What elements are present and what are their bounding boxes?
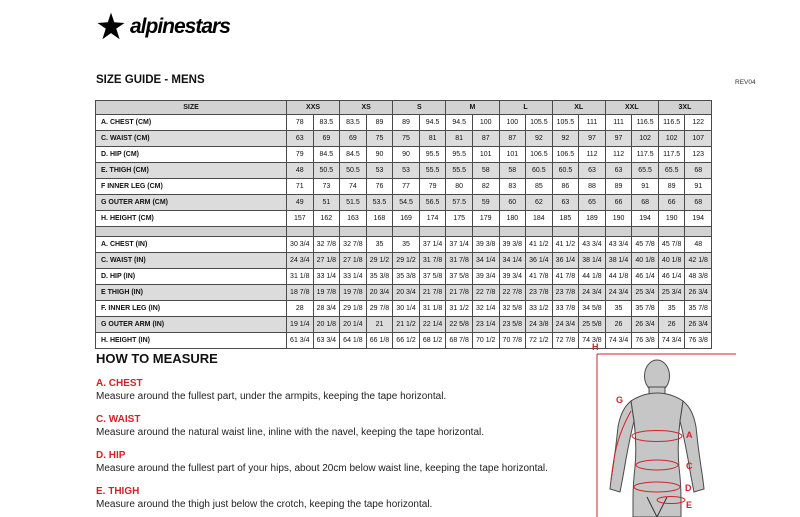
size-value-cell: 87: [499, 131, 526, 147]
size-value-cell: 33 1/2: [526, 301, 553, 317]
size-value-cell: 101: [472, 147, 499, 163]
size-value-cell: 66: [605, 195, 632, 211]
size-value-cell: 51.5: [340, 195, 367, 211]
size-value-cell: 89: [605, 179, 632, 195]
size-value-cell: 29 1/8: [340, 301, 367, 317]
size-value-cell: 60.5: [552, 163, 579, 179]
size-value-cell: 24 3/4: [579, 285, 606, 301]
size-value-cell: 26 3/4: [685, 285, 712, 301]
row-label: H. HEIGHT (IN): [96, 333, 287, 349]
size-value-cell: 22 7/8: [499, 285, 526, 301]
size-value-cell: 23 5/8: [499, 317, 526, 333]
size-value-cell: 87: [472, 131, 499, 147]
size-value-cell: 21 7/8: [419, 285, 446, 301]
size-value-cell: 24 3/4: [605, 285, 632, 301]
size-value-cell: 83.5: [340, 115, 367, 131]
size-value-cell: 86: [552, 179, 579, 195]
size-value-cell: 63: [287, 131, 314, 147]
size-value-cell: 35 3/8: [366, 269, 393, 285]
size-value-cell: 50.5: [340, 163, 367, 179]
size-value-cell: 34 1/4: [472, 253, 499, 269]
size-value-cell: 41 7/8: [526, 269, 553, 285]
size-value-cell: 58: [499, 163, 526, 179]
size-value-cell: 26 3/4: [685, 317, 712, 333]
size-value-cell: 69: [313, 131, 340, 147]
size-value-cell: 46 1/4: [658, 269, 685, 285]
size-value-cell: 39 3/8: [499, 237, 526, 253]
size-value-cell: 55.5: [419, 163, 446, 179]
size-value-cell: 190: [658, 211, 685, 227]
size-value-cell: 83.5: [313, 115, 340, 131]
size-value-cell: 72 1/2: [526, 333, 553, 349]
page-title: SIZE GUIDE - MENS: [96, 74, 205, 86]
how-to-measure-title: HOW TO MEASURE: [96, 351, 218, 366]
size-value-cell: 101: [499, 147, 526, 163]
size-value-cell: 28: [287, 301, 314, 317]
size-value-cell: 31 7/8: [446, 253, 473, 269]
size-value-cell: 92: [526, 131, 553, 147]
row-label: G OUTER ARM (CM): [96, 195, 287, 211]
size-value-cell: 82: [472, 179, 499, 195]
figure-right-arm: [680, 401, 704, 492]
size-value-cell: 91: [632, 179, 659, 195]
size-value-cell: 116.5: [632, 115, 659, 131]
size-value-cell: 157: [287, 211, 314, 227]
size-value-cell: 88: [579, 179, 606, 195]
size-value-cell: 51: [313, 195, 340, 211]
table-row: [96, 317, 712, 333]
measure-section-label: C. WAIST: [96, 414, 141, 425]
size-value-cell: 24 3/4: [287, 253, 314, 269]
size-value-cell: 44 1/8: [605, 269, 632, 285]
size-value-cell: 18 7/8: [287, 285, 314, 301]
row-label: A. CHEST (IN): [96, 237, 287, 253]
size-value-cell: 20 3/4: [393, 285, 420, 301]
size-value-cell: 70 1/2: [472, 333, 499, 349]
table-row: [96, 163, 712, 179]
size-value-cell: 91: [685, 179, 712, 195]
measure-section-text: Measure around the natural waist line, inline with the navel, keeping the tape horizontal.: [96, 427, 485, 438]
column-header-3xl: 3XL: [658, 101, 711, 115]
size-value-cell: 90: [366, 147, 393, 163]
size-value-cell: 46 1/4: [632, 269, 659, 285]
size-value-cell: 74 3/8: [579, 333, 606, 349]
size-value-cell: 22 1/4: [419, 317, 446, 333]
size-value-cell: 57.5: [446, 195, 473, 211]
size-value-cell: 105.5: [552, 115, 579, 131]
row-label: F INNER LEG (CM): [96, 179, 287, 195]
size-value-cell: 59: [472, 195, 499, 211]
column-header-size: SIZE: [96, 101, 287, 115]
size-value-cell: 35: [366, 237, 393, 253]
measure-section: [96, 450, 576, 474]
size-value-cell: 64 1/8: [340, 333, 367, 349]
size-value-cell: 75: [366, 131, 393, 147]
size-value-cell: 32 7/8: [313, 237, 340, 253]
size-value-cell: 45 7/8: [632, 237, 659, 253]
size-value-cell: 68 7/8: [446, 333, 473, 349]
size-value-cell: 25 3/4: [658, 285, 685, 301]
size-value-cell: 76 3/8: [632, 333, 659, 349]
size-value-cell: 24 3/4: [552, 317, 579, 333]
size-value-cell: 62: [526, 195, 553, 211]
size-value-cell: 69: [340, 131, 367, 147]
size-value-cell: 35: [605, 301, 632, 317]
size-value-cell: 94.5: [419, 115, 446, 131]
diagram-label-height: H: [592, 342, 599, 352]
size-value-cell: 36 1/4: [526, 253, 553, 269]
size-value-cell: 19 7/8: [313, 285, 340, 301]
size-value-cell: 71: [287, 179, 314, 195]
size-value-cell: 97: [605, 131, 632, 147]
size-value-cell: 27 1/8: [340, 253, 367, 269]
section-separator-row: [96, 227, 712, 237]
size-value-cell: 105.5: [526, 115, 553, 131]
size-value-cell: 89: [366, 115, 393, 131]
alpinestars-logo: [96, 12, 230, 42]
size-value-cell: 38 1/4: [579, 253, 606, 269]
size-value-cell: 19 1/4: [287, 317, 314, 333]
size-value-cell: 48: [685, 237, 712, 253]
size-value-cell: 44 1/8: [579, 269, 606, 285]
size-value-cell: 48: [287, 163, 314, 179]
size-value-cell: 85: [526, 179, 553, 195]
table-row: [96, 211, 712, 227]
diagram-label-hip: D: [685, 483, 692, 493]
size-value-cell: 117.5: [632, 147, 659, 163]
size-table: [95, 100, 712, 349]
size-value-cell: 68: [685, 195, 712, 211]
row-label: E THIGH (IN): [96, 285, 287, 301]
size-value-cell: 26: [658, 317, 685, 333]
size-value-cell: 66 1/2: [393, 333, 420, 349]
table-row: [96, 147, 712, 163]
body-measurement-diagram: [585, 339, 737, 517]
size-value-cell: 39 3/4: [499, 269, 526, 285]
diagram-label-waist: C: [686, 461, 693, 471]
size-value-cell: 50.5: [313, 163, 340, 179]
size-value-cell: 45 7/8: [658, 237, 685, 253]
size-value-cell: 180: [499, 211, 526, 227]
row-label: F. INNER LEG (IN): [96, 301, 287, 317]
size-value-cell: 48 3/8: [685, 269, 712, 285]
size-value-cell: 34 1/4: [499, 253, 526, 269]
size-value-cell: 123: [685, 147, 712, 163]
column-header-xxl: XXL: [605, 101, 658, 115]
size-value-cell: 66: [658, 195, 685, 211]
size-table-header-row: [96, 101, 712, 115]
size-value-cell: 63: [552, 195, 579, 211]
size-value-cell: 76: [366, 179, 393, 195]
size-value-cell: 22 7/8: [472, 285, 499, 301]
row-label: A. CHEST (CM): [96, 115, 287, 131]
measure-section-label: A. CHEST: [96, 378, 143, 389]
size-value-cell: 20 1/8: [313, 317, 340, 333]
size-value-cell: 68: [685, 163, 712, 179]
size-value-cell: 54.5: [393, 195, 420, 211]
size-value-cell: 20 3/4: [366, 285, 393, 301]
size-value-cell: 37 1/4: [419, 237, 446, 253]
size-value-cell: 174: [419, 211, 446, 227]
size-value-cell: 35 7/8: [632, 301, 659, 317]
size-value-cell: 81: [446, 131, 473, 147]
size-value-cell: 111: [605, 115, 632, 131]
row-label: E. THIGH (CM): [96, 163, 287, 179]
size-value-cell: 37 5/8: [419, 269, 446, 285]
size-value-cell: 24 3/8: [526, 317, 553, 333]
size-value-cell: 40 1/8: [632, 253, 659, 269]
size-table-body: [96, 115, 712, 349]
size-value-cell: 32 1/4: [472, 301, 499, 317]
size-value-cell: 37 1/4: [446, 237, 473, 253]
size-value-cell: 26 3/4: [632, 317, 659, 333]
table-row: [96, 179, 712, 195]
size-value-cell: 74 3/4: [605, 333, 632, 349]
size-value-cell: 25 3/4: [632, 285, 659, 301]
table-row: [96, 195, 712, 211]
size-value-cell: 194: [632, 211, 659, 227]
size-value-cell: 43 3/4: [605, 237, 632, 253]
size-value-cell: 94.5: [446, 115, 473, 131]
size-value-cell: 92: [552, 131, 579, 147]
table-row: [96, 253, 712, 269]
size-value-cell: 60: [499, 195, 526, 211]
size-value-cell: 84.5: [340, 147, 367, 163]
measure-section-label: E. THIGH: [96, 486, 140, 497]
size-value-cell: 89: [658, 179, 685, 195]
size-value-cell: 184: [526, 211, 553, 227]
figure-torso: [631, 393, 683, 517]
measure-list: [96, 378, 576, 510]
measure-section-label: D. HIP: [96, 450, 126, 461]
figure-left-arm: [610, 401, 634, 492]
size-value-cell: 33 1/4: [340, 269, 367, 285]
size-value-cell: 97: [579, 131, 606, 147]
size-value-cell: 100: [499, 115, 526, 131]
size-value-cell: 95.5: [419, 147, 446, 163]
size-value-cell: 53: [393, 163, 420, 179]
table-row: [96, 115, 712, 131]
size-value-cell: 84.5: [313, 147, 340, 163]
size-value-cell: 32 5/8: [499, 301, 526, 317]
size-value-cell: 83: [499, 179, 526, 195]
column-header-m: M: [446, 101, 499, 115]
size-value-cell: 53: [366, 163, 393, 179]
size-value-cell: 112: [579, 147, 606, 163]
how-to-measure-section: [96, 351, 576, 510]
size-value-cell: 106.5: [526, 147, 553, 163]
measure-section-text: Measure around the fullest part of your hips, about 20cm below waist line, keeping the tape horizontal.: [96, 463, 548, 474]
size-value-cell: 23 7/8: [526, 285, 553, 301]
table-row: [96, 237, 712, 253]
size-value-cell: 72 7/8: [552, 333, 579, 349]
size-value-cell: 29 7/8: [366, 301, 393, 317]
size-value-cell: 31 1/2: [446, 301, 473, 317]
row-label: H. HEIGHT (CM): [96, 211, 287, 227]
size-value-cell: 78: [287, 115, 314, 131]
size-value-cell: 28 3/4: [313, 301, 340, 317]
size-value-cell: 23 1/4: [472, 317, 499, 333]
size-value-cell: 117.5: [658, 147, 685, 163]
size-value-cell: 107: [685, 131, 712, 147]
size-value-cell: 33 7/8: [552, 301, 579, 317]
measure-section: [96, 378, 576, 402]
row-label: C. WAIST (CM): [96, 131, 287, 147]
column-header-xs: XS: [340, 101, 393, 115]
size-value-cell: 60.5: [526, 163, 553, 179]
table-row: [96, 301, 712, 317]
size-value-cell: 25 5/8: [579, 317, 606, 333]
size-value-cell: 55.5: [446, 163, 473, 179]
size-value-cell: 168: [366, 211, 393, 227]
size-value-cell: 30 3/4: [287, 237, 314, 253]
row-label: C. WAIST (IN): [96, 253, 287, 269]
size-value-cell: 41 1/2: [552, 237, 579, 253]
diagram-label-thigh: E: [686, 500, 693, 510]
size-value-cell: 185: [552, 211, 579, 227]
size-value-cell: 35: [393, 237, 420, 253]
measure-section: [96, 486, 576, 510]
size-value-cell: 66 1/8: [366, 333, 393, 349]
size-value-cell: 79: [419, 179, 446, 195]
body-diagram-svg: [585, 339, 737, 517]
size-value-cell: 194: [685, 211, 712, 227]
size-value-cell: 37 5/8: [446, 269, 473, 285]
size-value-cell: 49: [287, 195, 314, 211]
column-header-l: L: [499, 101, 552, 115]
measure-section: [96, 414, 576, 438]
size-value-cell: 19 7/8: [340, 285, 367, 301]
size-value-cell: 74 3/4: [658, 333, 685, 349]
alpinestars-star-icon: [96, 12, 126, 42]
size-value-cell: 81: [419, 131, 446, 147]
size-value-cell: 39 3/4: [472, 269, 499, 285]
size-value-cell: 56.5: [419, 195, 446, 211]
size-value-cell: 63: [579, 163, 606, 179]
size-value-cell: 111: [579, 115, 606, 131]
table-row: [96, 285, 712, 301]
size-value-cell: 29 1/2: [393, 253, 420, 269]
logo-text: alpinestars: [130, 15, 230, 38]
diagram-label-outer-arm: G: [616, 395, 624, 405]
size-value-cell: 63 3/4: [313, 333, 340, 349]
diagram-label-chest: A: [686, 430, 693, 440]
size-value-cell: 89: [393, 115, 420, 131]
size-value-cell: 68: [632, 195, 659, 211]
size-value-cell: 65: [579, 195, 606, 211]
size-value-cell: 68 1/2: [419, 333, 446, 349]
size-value-cell: 190: [605, 211, 632, 227]
size-value-cell: 23 7/8: [552, 285, 579, 301]
size-value-cell: 21: [366, 317, 393, 333]
row-label: D. HIP (IN): [96, 269, 287, 285]
size-value-cell: 21 1/2: [393, 317, 420, 333]
size-value-cell: 106.5: [552, 147, 579, 163]
size-value-cell: 63: [605, 163, 632, 179]
size-value-cell: 65.5: [632, 163, 659, 179]
size-value-cell: 175: [446, 211, 473, 227]
size-value-cell: 29 1/2: [366, 253, 393, 269]
size-value-cell: 76 3/8: [685, 333, 712, 349]
size-value-cell: 95.5: [446, 147, 473, 163]
size-value-cell: 39 3/8: [472, 237, 499, 253]
size-value-cell: 75: [393, 131, 420, 147]
revision-label: REV04: [735, 79, 756, 86]
table-row: [96, 131, 712, 147]
size-value-cell: 179: [472, 211, 499, 227]
size-value-cell: 169: [393, 211, 420, 227]
size-value-cell: 73: [313, 179, 340, 195]
column-header-xl: XL: [552, 101, 605, 115]
size-value-cell: 61 3/4: [287, 333, 314, 349]
size-value-cell: 163: [340, 211, 367, 227]
size-value-cell: 112: [605, 147, 632, 163]
size-value-cell: 34 5/8: [579, 301, 606, 317]
size-value-cell: 43 3/4: [579, 237, 606, 253]
size-value-cell: 30 1/4: [393, 301, 420, 317]
column-header-s: S: [393, 101, 446, 115]
size-value-cell: 41 7/8: [552, 269, 579, 285]
size-value-cell: 22 5/8: [446, 317, 473, 333]
column-header-xxs: XXS: [287, 101, 340, 115]
size-value-cell: 162: [313, 211, 340, 227]
row-label: D. HIP (CM): [96, 147, 287, 163]
size-value-cell: 70 7/8: [499, 333, 526, 349]
size-value-cell: 26: [605, 317, 632, 333]
size-value-cell: 58: [472, 163, 499, 179]
size-value-cell: 31 7/8: [419, 253, 446, 269]
size-value-cell: 42 1/8: [685, 253, 712, 269]
size-value-cell: 41 1/2: [526, 237, 553, 253]
size-value-cell: 102: [632, 131, 659, 147]
size-value-cell: 38 1/4: [605, 253, 632, 269]
size-value-cell: 53.5: [366, 195, 393, 211]
size-value-cell: 102: [658, 131, 685, 147]
row-label: G OUTER ARM (IN): [96, 317, 287, 333]
size-value-cell: 35: [658, 301, 685, 317]
size-value-cell: 77: [393, 179, 420, 195]
size-value-cell: 27 1/8: [313, 253, 340, 269]
size-value-cell: 90: [393, 147, 420, 163]
size-value-cell: 32 7/8: [340, 237, 367, 253]
size-value-cell: 21 7/8: [446, 285, 473, 301]
size-value-cell: 20 1/4: [340, 317, 367, 333]
measure-section-text: Measure around the thigh just below the crotch, keeping the tape horizontal.: [96, 499, 433, 510]
size-value-cell: 33 1/4: [313, 269, 340, 285]
size-value-cell: 79: [287, 147, 314, 163]
size-value-cell: 189: [579, 211, 606, 227]
size-value-cell: 31 1/8: [287, 269, 314, 285]
size-value-cell: 80: [446, 179, 473, 195]
size-value-cell: 116.5: [658, 115, 685, 131]
size-value-cell: 31 1/8: [419, 301, 446, 317]
size-value-cell: 35 7/8: [685, 301, 712, 317]
table-row: [96, 269, 712, 285]
size-value-cell: 74: [340, 179, 367, 195]
size-value-cell: 35 3/8: [393, 269, 420, 285]
size-value-cell: 40 1/8: [658, 253, 685, 269]
measure-section-text: Measure around the fullest part, under the armpits, keeping the tape horizontal.: [96, 391, 447, 402]
size-value-cell: 122: [685, 115, 712, 131]
size-value-cell: 36 1/4: [552, 253, 579, 269]
size-value-cell: 100: [472, 115, 499, 131]
size-value-cell: 65.5: [658, 163, 685, 179]
